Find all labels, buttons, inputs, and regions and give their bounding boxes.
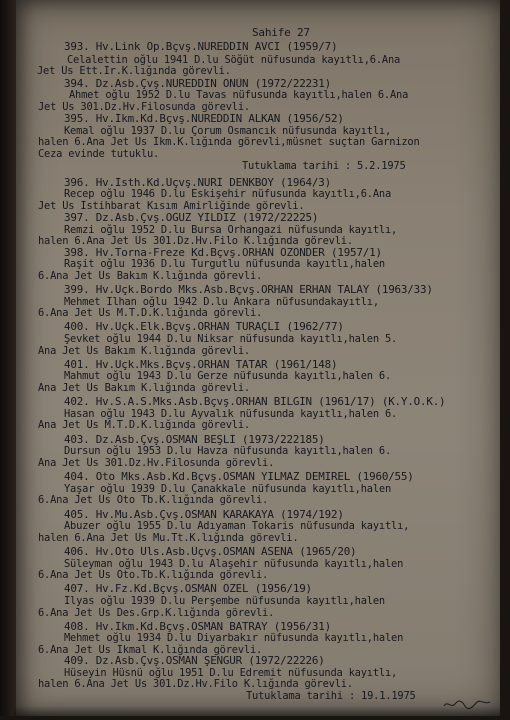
record-heading: 402. Hv.S.A.S.Mks.Asb.Bçvş.ORHAN BİLGİN (1961/17) (K.Y.O.K.)	[64, 396, 446, 408]
record-text-line: Jet Üs İstihbarat Kısım Amirliğinde görevli.	[38, 200, 305, 212]
record-text-line: Hasan oğlu 1943 D.lu Ayvalık nüfusunda kayıtlı,halen 6.	[64, 408, 398, 420]
record-text-line: Tutuklama tarihi : 5.2.1975	[242, 160, 406, 172]
record-heading: 400. Hv.Uçk.Elk.Bçvş.ORHAN TURAÇLI (1962/77)	[64, 321, 344, 333]
record-text-line: Ana Jet Üs Bakım K.lığında görevli.	[38, 382, 250, 394]
record-text-line: Şevket oğlu 1944 D.lu Niksar nüfusunda kayıtlı,halen 5.	[64, 333, 398, 345]
record-text-line: Dursun oğlu 1953 D.lu Havza nüfusunda kayıtlı,halen 6.	[64, 445, 392, 457]
record-text-line: Ahmet oğlu 1952 D.lu Tavas nüfusunda kayıtlı,halen 6.Ana	[69, 89, 409, 101]
record-text-line: Jet Üs 301.Dz.Hv.Filosunda görevli.	[38, 101, 250, 113]
record-text-line: Yaşar oğlu 1939 D.lu Çanakkale nüfusunda kayıtlı,halen	[64, 483, 392, 495]
record-text-line: 6.Ana Jet Üs İkmal K.lığında görevli.	[38, 644, 263, 656]
record-heading: 398. Hv.Torna-Freze Kd.Bçvş.ORHAN ÖZÖNDER (1957/1)	[64, 247, 382, 259]
record-text-line: 6.Ana Jet Üs M.T.D.K.lığında görevli.	[38, 307, 263, 319]
record-text-line: Mehmet İlhan oğlu 1942 D.lu Ankara nüfusundakayıtlı,	[64, 296, 379, 308]
record-text-line: Ana Jet Üs M.T.D.K.lığında görevli.	[38, 419, 250, 431]
record-text-line: halen 6.Ana Jet Üs 301.Dz.Hv.Filo K.lığında görevli.	[38, 235, 353, 247]
record-text-line: 6.Ana Jet Üs Des.Grp.K.lığında görevli.	[38, 607, 275, 619]
record-heading: 404. Oto Mks.Asb.Kd.Bçvş.OSMAN YILMAZ DEMİREL (1960/55)	[64, 471, 414, 483]
record-text-line: Ana Jet Üs Bakım K.lığında görevli.	[38, 345, 250, 357]
record-text-line: Raşit oğlu 1936 D.lu Turgutlu nüfusunda kayıtlı,halen	[64, 258, 385, 270]
record-heading: 395. Hv.İkm.Kd.Bçvş.NUREDDİN ALKAN (1956/52)	[64, 113, 344, 125]
signature-mark	[442, 697, 492, 711]
record-heading: 401. Hv.Uçk.Mks.Bçvş.ORHAN TATAR (1961/148)	[64, 359, 338, 371]
record-text-line: Mehmet oğlu 1934 D.lu Diyarbakır nüfusunda kayıtlı,halen	[64, 632, 404, 644]
record-text-line: halen 6.Ana Jet Üs Mu.Tt.K.lığında görevli.	[38, 532, 299, 544]
record-text-line: halen 6.Ana Jet Üs 301.Dz.Hv.Filo K.lığında görevli.	[38, 678, 353, 690]
record-text-line: Recep oğlu 1946 D.lu Eskişehir nüfusunda kayıtlı,6.Ana	[64, 188, 392, 200]
page-number-header: Sahife 27	[252, 26, 310, 39]
record-text-line: Kemal oğlu 1937 D.lu Çorum Osmancık nüfusunda kayıtlı,	[64, 125, 392, 137]
record-text-line: Hüseyin Hüsnü oğlu 1951 D.lu Edremit nüfusunda kayıtlı,	[64, 667, 398, 679]
record-text-line: Ana Jet Üs 301.Dz.Hv.Filosunda görevli.	[38, 457, 275, 469]
record-text-line: Abuzer oğlu 1955 D.lu Adıyaman Tokaris nüfusunda kayıtlı,	[64, 520, 410, 532]
record-heading: 396. Hv.İsth.Kd.Üçvş.NURİ DENKBOY (1964/3)	[64, 177, 331, 189]
record-heading: 405. Hv.Mu.Asb.Çvş.OSMAN KARAKAYA (1974/192)	[64, 509, 344, 521]
document-page	[14, 0, 500, 716]
record-text-line: Ceza evinde tutuklu.	[38, 148, 160, 160]
record-text-line: İlyas oğlu 1939 D.lu Perşembe nüfusunda kayıtlı,halen	[64, 595, 385, 607]
record-heading: 407. Hv.Fz.Kd.Bçvş.OSMAN ÖZEL (1956/19)	[64, 583, 312, 595]
record-heading: 403. Dz.Asb.Çvş.OSMAN BEŞLİ (1973/222185)	[64, 434, 325, 446]
record-heading: 397. Dz.Asb.Çvş.OĞUZ YILDIZ (1972/22225)	[64, 212, 319, 224]
record-heading: 408. Hv.İkm.Kd.Bçvş.OSMAN BATRAY (1956/31)	[64, 621, 331, 633]
record-text-line: 6.Ana Jet Üs Oto Tb.K.lığında görevli.	[38, 494, 269, 506]
record-text-line: Remzi oğlu 1952 D.lu Bursa Orhangazi nüfusunda kayıtlı,	[64, 224, 398, 236]
record-heading: 399. Hv.Uçk.Bordo Mks.Asb.Bçvş.ORHAN ERHAN TALAY (1963/33)	[64, 284, 433, 296]
record-text-line: Jet Üs Ett.İr.K.lığında görevli.	[37, 65, 231, 77]
record-heading: 393. Hv.Link Op.Bçvş.NUREDDİN AVCI (1959/7)	[64, 41, 338, 53]
record-text-line: Süleyman oğlu 1943 D.lu Alaşehir nüfusunda kayıtlı,halen	[64, 558, 404, 570]
record-heading: 394. Dz.Asb.Çvş.NUREDDİN ÖNÜN (1972/22231)	[64, 78, 331, 90]
record-text-line: halen 6.Ana Jet Üs İkm.K.lığında görevli,müsnet suçtan Garnizon	[38, 136, 420, 148]
record-text-line: Celalettin oğlu 1941 D.lu Söğüt nüfusunda kayıtlı,6.Ana	[67, 54, 401, 66]
record-text-line: Tutuklama tarihi : 19.1.1975	[246, 690, 416, 702]
record-text-line: 6.Ana Jet Üs Bakım K.lığında görevli.	[38, 270, 263, 282]
page-content	[14, 0, 500, 716]
record-text-line: Mahmut oğlu 1943 D.lu Gerze nüfusunda kayıtlı,halen 6.	[64, 370, 392, 382]
record-heading: 409. Dz.Asb.Çvş.OSMAN ŞENGÜR (1972/22226)	[64, 655, 325, 667]
record-heading: 406. Hv.Oto Uls.Asb.Üçvş.OSMAN ASENA (1965/20)	[64, 546, 357, 558]
record-text-line: 6.Ana Jet Üs Oto.Tb.K.lığında görevli.	[38, 569, 269, 581]
